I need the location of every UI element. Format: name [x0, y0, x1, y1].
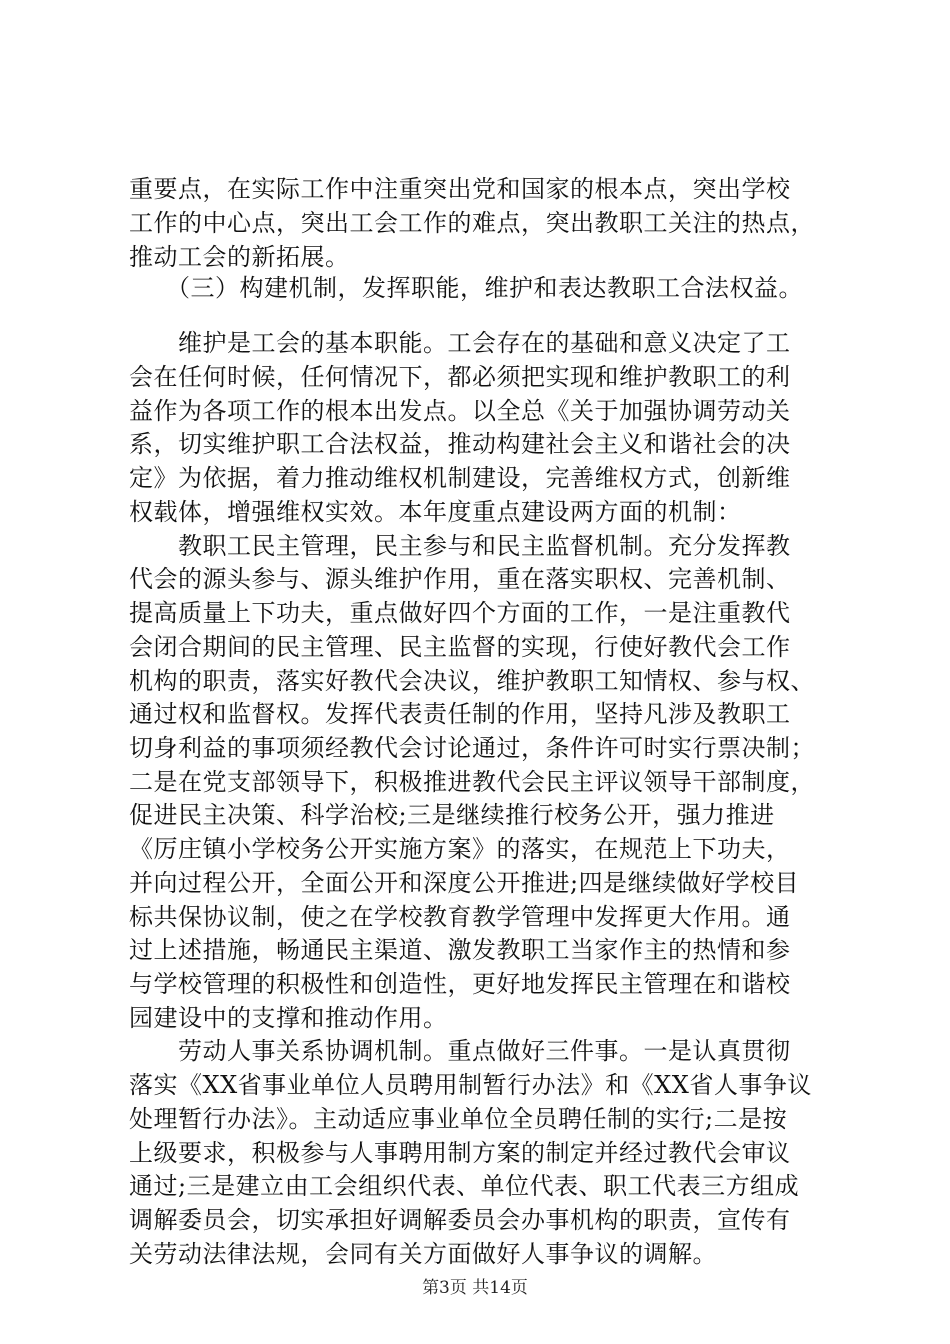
text-line: 并向过程公开，全面公开和深度公开推进;四是继续做好学校目: [129, 869, 800, 897]
text-line: 通过权和监督权。发挥代表责任制的作用，坚持凡涉及教职工: [129, 700, 791, 728]
text-line: 关劳动法律法规，会同有关方面做好人事争议的调解。: [129, 1240, 717, 1268]
page-footer: 第3页 共14页: [422, 1278, 528, 1298]
text-line: 定》为依据，着力推动维权机制建设，完善维权方式，创新维: [129, 464, 791, 492]
text-line: 二是在党支部领导下，积极推进教代会民主评议领导干部制度，: [129, 768, 815, 796]
text-line: 机构的职责，落实好教代会决议，维护教职工知情权、参与权、: [129, 667, 815, 695]
text-line: 代会的源头参与、源头维护作用，重在落实职权、完善机制、: [129, 565, 791, 593]
text-line: 落实《XX省事业单位人员聘用制暂行办法》和《XX省人事争议: [129, 1071, 812, 1099]
text-line: 《厉庄镇小学校务公开实施方案》的落实，在规范上下功夫，: [129, 835, 791, 863]
text-line: 劳动人事关系协调机制。重点做好三件事。一是认真贯彻: [129, 1037, 791, 1065]
text-line: 提高质量上下功夫，重点做好四个方面的工作，一是注重教代: [129, 599, 791, 627]
text-line: 维护是工会的基本职能。工会存在的基础和意义决定了工: [129, 329, 791, 357]
text-line: 上级要求，积极参与人事聘用制方案的制定并经过教代会审议: [129, 1139, 791, 1167]
text-line: 会在任何时候，任何情况下，都必须把实现和维护教职工的利: [129, 363, 791, 391]
text-line: 园建设中的支撑和推动作用。: [129, 1004, 448, 1032]
text-line: 重要点，在实际工作中注重突出党和国家的根本点，突出学校: [129, 175, 791, 203]
text-line: 权载体，增强维权实效。本年度重点建设两方面的机制：: [129, 498, 742, 526]
text-line: 益作为各项工作的根本出发点。以全总《关于加强协调劳动关: [129, 397, 791, 425]
text-line: 工作的中心点，突出工会工作的难点，突出教职工关注的热点，: [129, 209, 815, 237]
text-line: 会闭合期间的民主管理、民主监督的实现，行使好教代会工作: [129, 633, 791, 661]
text-line: 通过;三是建立由工会组织代表、单位代表、职工代表三方组成: [129, 1172, 800, 1200]
text-line: 处理暂行办法》。主动适应事业单位全员聘任制的实行;二是按: [129, 1105, 788, 1133]
text-line: 与学校管理的积极性和创造性，更好地发挥民主管理在和谐校: [129, 970, 791, 998]
text-line: 切身利益的事项须经教代会讨论通过，条件许可时实行票决制；: [129, 734, 815, 762]
text-line: 标共保协议制，使之在学校教育教学管理中发挥更大作用。通: [129, 903, 791, 931]
text-line: 过上述措施，畅通民主渠道、激发教职工当家作主的热情和参: [129, 936, 791, 964]
text-line: 调解委员会，切实承担好调解委员会办事机构的职责，宣传有: [129, 1206, 791, 1234]
text-line: 推动工会的新拓展。: [129, 243, 350, 271]
text-line: 促进民主决策、科学治校;三是继续推行校务公开，强力推进: [129, 801, 775, 829]
text-line: 系，切实维护职工合法权益，推动构建社会主义和谐社会的决: [129, 430, 791, 458]
text-line: 教职工民主管理，民主参与和民主监督机制。充分发挥教: [129, 532, 791, 560]
section-heading: （三）构建机制，发挥职能，维护和表达教职工合法权益。: [129, 274, 803, 302]
